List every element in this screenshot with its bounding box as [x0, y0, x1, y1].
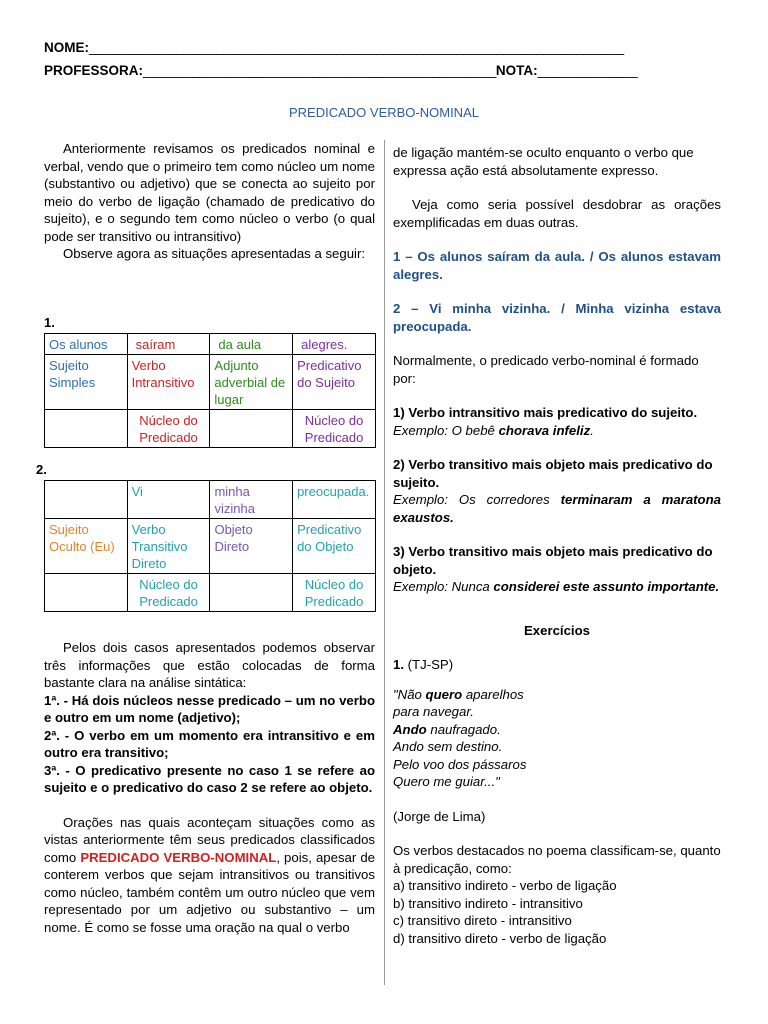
question-text: Os verbos destacados no poema classificam-se, quanto à predicação, como:: [393, 843, 721, 876]
example-2: 2 – Vi minha vizinha. / Minha vizinha estava preocupada.: [393, 301, 721, 334]
question-source: (TJ-SP): [404, 657, 454, 672]
poem-line: [393, 686, 721, 704]
table-cell: Vi: [127, 481, 210, 519]
table-cell: [45, 574, 128, 612]
table-row: [45, 410, 376, 448]
poem-text: "Não: [393, 686, 426, 702]
veja-paragraph: Veja como seria possível desdobrar as orações exemplificadas em duas outras.: [393, 197, 721, 230]
table-cell: [210, 574, 293, 612]
poem-text: aparelhos: [462, 686, 524, 702]
predicado-highlight: PREDICADO VERBO-NOMINAL: [80, 849, 277, 865]
poem-line: para navegar.: [393, 704, 474, 719]
page-title: PREDICADO VERBO-NOMINAL: [289, 105, 479, 120]
observe-paragraph: Observe agora as situações apresentadas a seguir:: [63, 246, 366, 261]
option-b: b) transitivo indireto - intransitivo: [393, 895, 583, 911]
table-row: [45, 519, 376, 574]
nome-field: [44, 40, 623, 55]
professora-line: __________________________________________________: [143, 63, 496, 78]
rule-2-example-text: Exemplo: Os corredores: [393, 492, 561, 507]
professora-label: PROFESSORA:: [44, 63, 144, 78]
rule-1-title: 1) Verbo intransitivo mais predicativo do sujeito.: [393, 405, 698, 420]
option-c: c) transitivo direto - intransitivo: [393, 913, 572, 928]
normal-paragraph: Normalmente, o predicado verbo-nominal é formado por:: [393, 353, 699, 386]
option-d: d) transitivo direto - verbo de ligação: [393, 930, 607, 946]
left-column-lower: [44, 639, 375, 936]
poem-line: Quero me guiar...": [393, 774, 500, 789]
poem-text: naufragado.: [426, 721, 501, 737]
table-cell: Objeto Direto: [210, 519, 293, 574]
info-1: 1ª. - Há dois núcleos nesse predicado – um no verbo e outro em um nome (adjetivo);: [44, 692, 375, 725]
table-cell: Sujeito Oculto (Eu): [45, 519, 128, 574]
rule-3-title: 3) Verbo transitivo mais objeto mais predicativo do objeto.: [393, 544, 713, 577]
table-cell: Os alunos: [45, 334, 128, 355]
poem-verb-highlight: Ando: [393, 721, 427, 737]
rule-2-example-bold: terminaram a maratona exaustos.: [393, 492, 721, 525]
exercicios-heading: Exercícios: [524, 622, 590, 638]
rule-3-example-text: Exemplo: Nunca: [393, 579, 494, 594]
table-cell: [210, 410, 293, 448]
column-divider: [384, 140, 385, 985]
poem-verb-highlight: quero: [425, 686, 463, 702]
rule-1-example-bold: chorava infeliz: [498, 422, 591, 438]
poem-line: [393, 721, 721, 739]
table1-number: 1.: [44, 315, 55, 330]
info-3: 3ª. - O predicativo presente no caso 1 se refere ao sujeito e o predicativo do caso 2 se refere ao objeto.: [44, 762, 375, 795]
question-header: [393, 656, 721, 674]
table-cell: Sujeito Simples: [45, 355, 128, 410]
rule-2-example: [393, 491, 721, 526]
nome-label: NOME:: [44, 40, 89, 55]
intro-paragraph: Anteriormente revisamos os predicados nominal e verbal, vendo que o primeiro tem como núcleo um nome (substantivo ou adjetivo) que se conecta ao sujeito por meio do verbo de ligação (chamado de predicativo do sujeito), e o segundo tem como núcleo o verbo (o qual pode ser transitivo ou intransitivo): [44, 141, 375, 244]
poem-author: (Jorge de Lima): [393, 808, 486, 824]
table-cell: Núcleo do Predicado: [293, 574, 376, 612]
rule-3-example: [393, 578, 721, 596]
question-number: 1.: [393, 657, 404, 672]
table-cell: Núcleo do Predicado: [127, 574, 210, 612]
analysis-table-2: [44, 480, 376, 612]
rule-2-title: 2) Verbo transitivo mais objeto mais predicativo do sujeito.: [393, 457, 713, 490]
table-cell: [45, 481, 128, 519]
rule-1-example: [393, 422, 721, 440]
table-cell: Adjunto adverbial de lugar: [210, 355, 293, 410]
oracoes-paragraph: [44, 814, 375, 937]
rule-3-example-bold: considerei este assunto importante.: [493, 579, 720, 594]
poem-line: Ando sem destino.: [393, 739, 503, 754]
table-cell: minha vizinha: [210, 481, 293, 519]
table-cell: Verbo Transitivo Direto: [127, 519, 210, 574]
nome-line: ________________________________________________________________________________: [89, 40, 624, 55]
continuation-paragraph: de ligação mantém-se oculto enquanto o verbo que expressa ação está absolutamente expresso.: [393, 145, 694, 178]
table-row: [45, 334, 376, 355]
table2-number: 2.: [36, 462, 47, 477]
table-cell: alegres.: [293, 334, 376, 355]
info-2: 2ª. - O verbo em um momento era intransitivo e em outro era transitivo;: [44, 727, 375, 760]
table-cell: Núcleo do Predicado: [293, 410, 376, 448]
pelos-paragraph: Pelos dois casos apresentados podemos observar três informações que estão colocadas de forma bastante clara na análise sintática:: [44, 640, 375, 690]
oracoes-text-c: , pois, apesar de conterem verbos que sejam intransitivos ou transitivos como núcleo, também contêm um outro núcleo que vem representado por um adjetivo ou substantivo – um nome. É como se fosse uma oração na qual o verbo: [44, 849, 375, 935]
poem-line: Pelo voo dos pássaros: [393, 756, 527, 772]
table-row: [45, 574, 376, 612]
table-cell: Predicativo do Sujeito: [293, 355, 376, 410]
right-column: [393, 144, 721, 947]
rule-1-example-end: .: [590, 422, 594, 438]
table-row: [45, 355, 376, 410]
option-a: a) transitivo indireto - verbo de ligação: [393, 878, 617, 893]
table-row: [45, 481, 376, 519]
example-1: 1 – Os alunos saíram da aula. / Os alunos estavam alegres.: [393, 249, 721, 282]
nota-label: NOTA:: [495, 63, 538, 78]
rule-1-example-text: Exemplo: O bebê: [393, 422, 499, 438]
table-cell: da aula: [210, 334, 293, 355]
table-cell: Predicativo do Objeto: [293, 519, 376, 574]
analysis-table-1: [44, 333, 376, 448]
professora-field: [44, 63, 637, 78]
poem: [393, 686, 721, 791]
nota-line: ______________: [537, 63, 638, 78]
table-cell: Verbo Intransitivo: [127, 355, 210, 410]
oracoes-text-a: Orações nas quais aconteçam situações como as vistas anteriormente têm seus predicados classificados como: [44, 814, 375, 865]
table-cell: saíram: [127, 334, 210, 355]
table-cell: Núcleo do Predicado: [127, 410, 210, 448]
table-cell: [45, 410, 128, 448]
table-cell: preocupada.: [293, 481, 376, 519]
left-column: [44, 140, 375, 263]
